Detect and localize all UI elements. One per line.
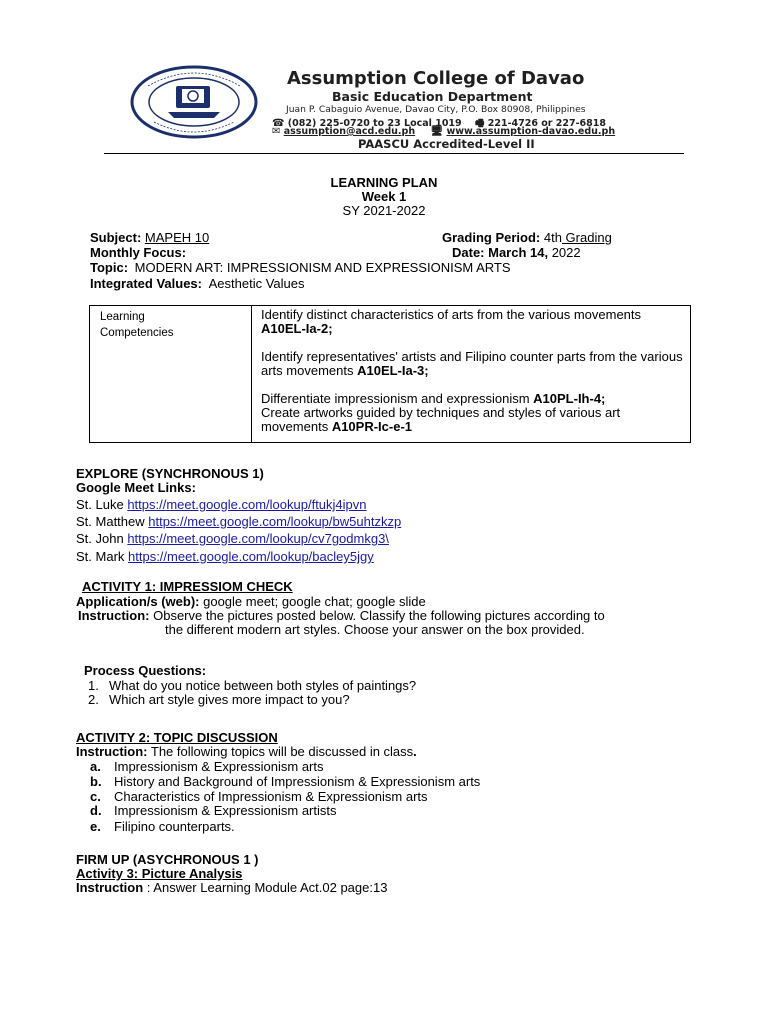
competencies-label-cell (90, 306, 252, 442)
topic-item: b. History and Background of Impressionism & Expressionism arts (90, 774, 481, 789)
date-row (452, 245, 581, 260)
grading-value-b: Grading (561, 230, 612, 245)
topic-item: d. Impressionism & Expressionism artists (90, 803, 337, 818)
question-item: 2. Which art style gives more impact to you? (88, 692, 350, 707)
competencies-table (89, 305, 691, 443)
meet-link-row (76, 514, 401, 529)
activity1-instruction (78, 608, 605, 623)
meet-link-row (76, 549, 374, 564)
date-value: 2022 (548, 245, 581, 260)
meet-link[interactable]: https://meet.google.com/lookup/cv7godmkg3\ (127, 531, 389, 546)
section-name: St. John (76, 531, 128, 546)
values-value: Aesthetic Values (208, 276, 305, 291)
topic-row (90, 260, 511, 275)
topic-item: a. Impressionism & Expressionism arts (90, 759, 324, 774)
explore-heading: EXPLORE (SYNCHRONOUS 1) (76, 466, 264, 481)
competency-item: Identify distinct characteristics of arts from the various movements A10EL-Ia-2; (261, 307, 642, 336)
activity3-heading: Activity 3: Picture Analysis (76, 866, 243, 881)
phone-icon: ☎ (272, 118, 285, 129)
subject-label: Subject: (90, 230, 142, 245)
section-name: St. Matthew (76, 514, 149, 529)
values-row (90, 276, 304, 291)
school-address: Juan P. Cabaguio Avenue, Davao City, P.O. Box 80908, Philippines (286, 104, 586, 115)
instruction-label: Instruction: (76, 744, 148, 759)
doc-school-year: SY 2021-2022 (342, 203, 426, 218)
process-questions-heading: Process Questions: (84, 663, 207, 678)
subject-value: MAPEH 10 (144, 230, 210, 245)
fax-icon: 🖷 (474, 118, 485, 129)
application-label: Application/s (web): (76, 594, 200, 609)
values-label: Integrated Values: (90, 276, 202, 291)
website-link[interactable]: www.assumption-davao.edu.ph (446, 126, 616, 137)
web-icon: 🖥 (430, 126, 444, 137)
application-value: google meet; google chat; google slide (199, 594, 426, 609)
meet-links-heading: Google Meet Links: (76, 480, 196, 495)
grading-value: 4th (543, 230, 562, 245)
topic-item: c. Characteristics of Impressionism & Expressionism arts (90, 789, 428, 804)
email-link[interactable]: assumption@acd.edu.ph (283, 126, 416, 137)
topic-item: e. Filipino counterparts. (90, 819, 235, 834)
accreditation: PAASCU Accredited-Level II (358, 137, 535, 151)
section-name: St. Luke (76, 497, 128, 512)
subject-row (90, 230, 209, 245)
instruction-label: Instruction: (78, 608, 150, 623)
phone-number: (082) 225-0720 to 23 Local 1019 (287, 118, 462, 129)
meet-link[interactable]: https://meet.google.com/lookup/ftukj4ipvn (127, 497, 367, 512)
date-label: Date: March 14, (452, 245, 549, 260)
email-icon: ✉ (272, 126, 281, 137)
meet-link[interactable]: https://meet.google.com/lookup/bacley5jgy (128, 549, 374, 564)
doc-title: LEARNING PLAN (330, 175, 438, 190)
meet-link-row (76, 497, 367, 512)
instruction-text: : Answer Learning Module Act.02 page:13 (143, 880, 388, 895)
contact-web-row (272, 126, 615, 137)
competencies-label-line1: Learning (100, 311, 145, 323)
question-item: 1. What do you notice between both styles of paintings? (88, 678, 417, 693)
grading-label: Grading Period: (442, 230, 541, 245)
meet-link[interactable]: https://meet.google.com/lookup/bw5uhtzkzp (148, 514, 402, 529)
activity1-instruction-cont: the different modern art styles. Choose your answer on the box provided. (165, 622, 585, 637)
section-name: St. Mark (76, 549, 129, 564)
grading-row (442, 230, 612, 245)
topic-label: Topic: (90, 260, 129, 275)
activity3-instruction (76, 880, 387, 895)
activity1-application (76, 594, 426, 609)
activity2-heading: ACTIVITY 2: TOPIC DISCUSSION (76, 730, 278, 745)
competencies-content-cell (261, 308, 686, 434)
header-divider (104, 153, 684, 154)
competency-item: Identify representatives' artists and Filipino counter parts from the various arts movements A10EL-Ia-3; (261, 349, 683, 378)
competency-item: Differentiate impressionism and expressionism A10PL-Ih-4; Create artworks guided by techniques and styles of various art movements A10PR-Ic-e-1 (261, 391, 621, 434)
department-name: Basic Education Department (332, 89, 533, 104)
school-seal-logo (128, 64, 260, 140)
instruction-label: Instruction (76, 880, 144, 895)
doc-week: Week 1 (361, 189, 407, 204)
activity2-instruction: Instruction: The following topics will be discussed in class. (76, 744, 417, 759)
activity1-heading: ACTIVITY 1: IMPRESSIOM CHECK (82, 579, 293, 594)
topic-value: MODERN ART: IMPRESSIONISM AND EXPRESSIONISM ARTS (134, 260, 511, 275)
firmup-heading: FIRM UP (ASYCHRONOUS 1 ) (76, 852, 259, 867)
instruction-text: Observe the pictures posted below. Classify the following pictures according to (149, 608, 605, 623)
instruction-text: The following topics will be discussed in class (147, 744, 414, 759)
monthly-focus-label: Monthly Focus: (90, 245, 187, 260)
fax-number: 221-4726 or 227-6818 (487, 118, 606, 129)
meet-link-row (76, 531, 389, 546)
competencies-label-line2: Competencies (100, 327, 174, 339)
school-name: Assumption College of Davao (287, 68, 585, 89)
